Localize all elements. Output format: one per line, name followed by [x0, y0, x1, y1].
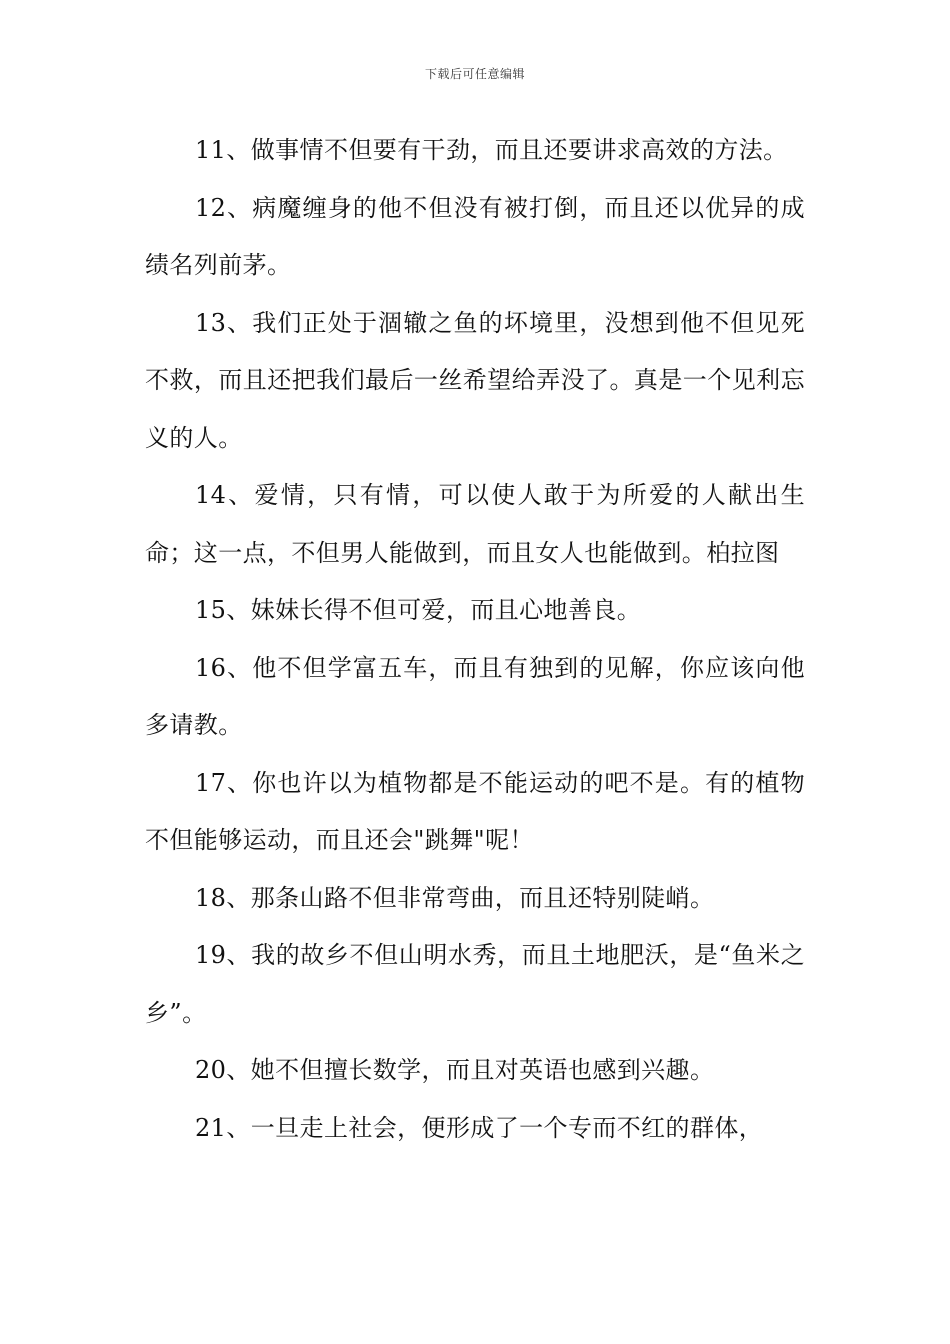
paragraph-19: 19、我的故乡不但山明水秀，而且土地肥沃，是“鱼米之乡”。: [145, 941, 805, 1027]
paragraph-17: 17、你也许以为植物都是不能运动的吧不是。有的植物不但能够运动，而且还会"跳舞"呢！: [145, 768, 805, 854]
paragraph-15: 15、妹妹长得不但可爱，而且心地善良。: [195, 596, 642, 624]
paragraph-18: 18、那条山路不但非常弯曲，而且还特别陡峭。: [195, 883, 715, 912]
paragraph-11: 11、做事情不但要有干劲，而且还要讲求高效的方法。: [195, 136, 788, 164]
paragraph-16: 16、他不但学富五车，而且有独到的见解，你应该向他多请教。: [145, 653, 805, 739]
paragraph-13: 13、我们正处于涸辙之鱼的坏境里，没想到他不但见死不救，而且还把我们最后一丝希望给弄没了。真是一个见利忘义的人。: [145, 308, 805, 452]
paragraph-14: 14、爱情，只有情，可以使人敢于为所爱的人献出生命；这一点，不但男人能做到，而且女人也能做到。柏拉图: [145, 481, 805, 567]
paragraph-21: 21、一旦走上社会，便形成了一个专而不红的群体，: [195, 1113, 764, 1142]
paragraph-12: 12、病魔缠身的他不但没有被打倒，而且还以优异的成绩名列前茅。: [145, 193, 805, 279]
paragraph-20: 20、她不但擅长数学，而且对英语也感到兴趣。: [195, 1056, 715, 1084]
document-body: [145, 122, 805, 1157]
page-header: 下载后可任意编辑: [424, 67, 525, 81]
